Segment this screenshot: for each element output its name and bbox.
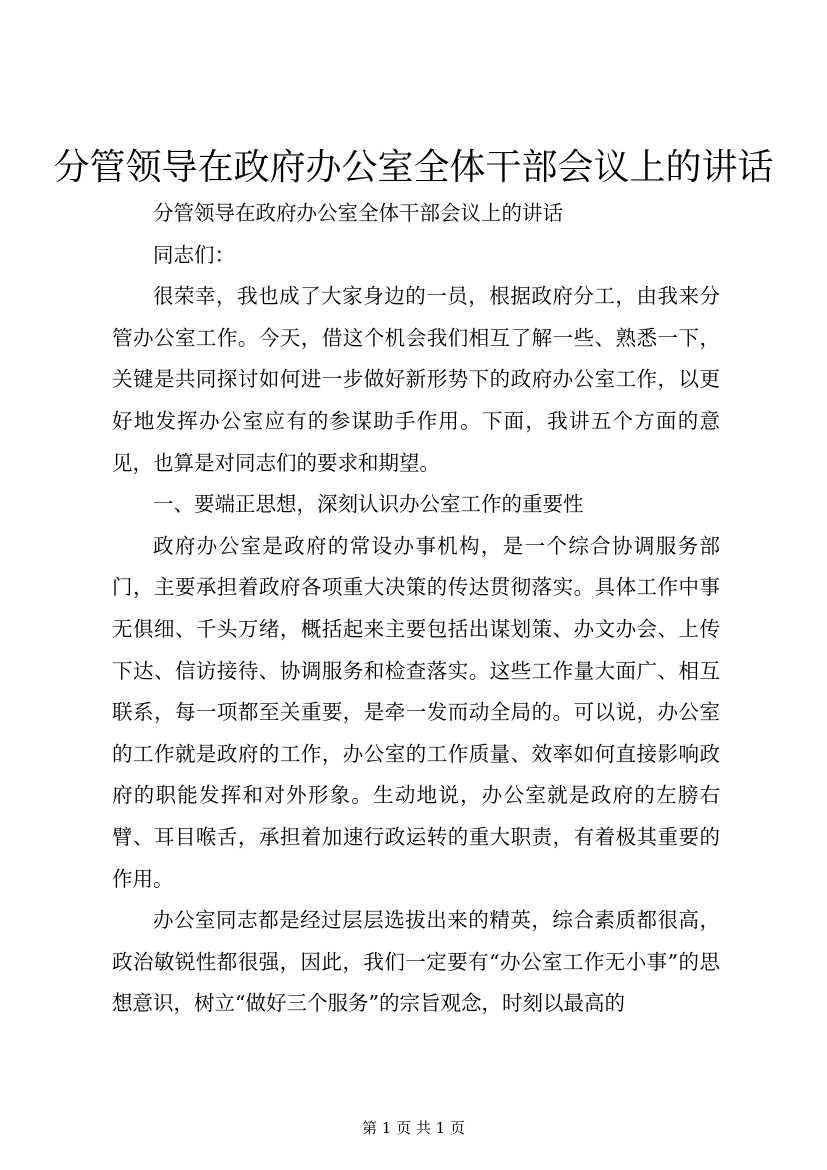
paragraph: 办公室同志都是经过层层选拔出来的精英，综合素质都很高，政治敏锐性都很强，因此，我们一定要有“办公室工作无小事”的思想意识，树立“做好三个服务”的宗旨观念，时刻以最高的 — [112, 908, 720, 1016]
document-body — [112, 193, 720, 1025]
paragraph: 政府办公室是政府的常设办事机构，是一个综合协调服务部门，主要承担着政府各项重大决策的传达贯彻落实。具体工作中事无俱细、千头万绪，概括起来主要包括出谋划策、办文办会、上传下达、信访接待、协调服务和检查落实。这些工作量大面广、相互联系，每一项都至关重要，是牵一发而动全局的。可以说，办公室的工作就是政府的工作，办公室的工作质量、效率如何直接影响政府的职能发挥和对外形象。生动地说，办公室就是政府的左膀右臂、耳目喉舌，承担着加速行政运转的重大职责，有着极其重要的作用。 — [112, 533, 720, 891]
paragraph: 很荣幸，我也成了大家身边的一员，根据政府分工，由我来分管办公室工作。今天，借这个机会我们相互了解一些、熟悉一下，关键是共同探讨如何进一步做好新形势下的政府办公室工作，以更好地发挥办公室应有的参谋助手作用。下面，我讲五个方面的意见，也算是对同志们的要求和期望。 — [112, 284, 720, 475]
section-heading: 一、要端正思想，深刻认识办公室工作的重要性 — [153, 492, 584, 517]
page-footer: 第 1 页 共 1 页 — [362, 1119, 465, 1137]
subtitle: 分管领导在政府办公室全体干部会议上的讲话 — [153, 201, 563, 225]
salutation: 同志们： — [153, 242, 235, 267]
document-title: 分管领导在政府办公室全体干部会议上的讲话 — [53, 147, 774, 188]
